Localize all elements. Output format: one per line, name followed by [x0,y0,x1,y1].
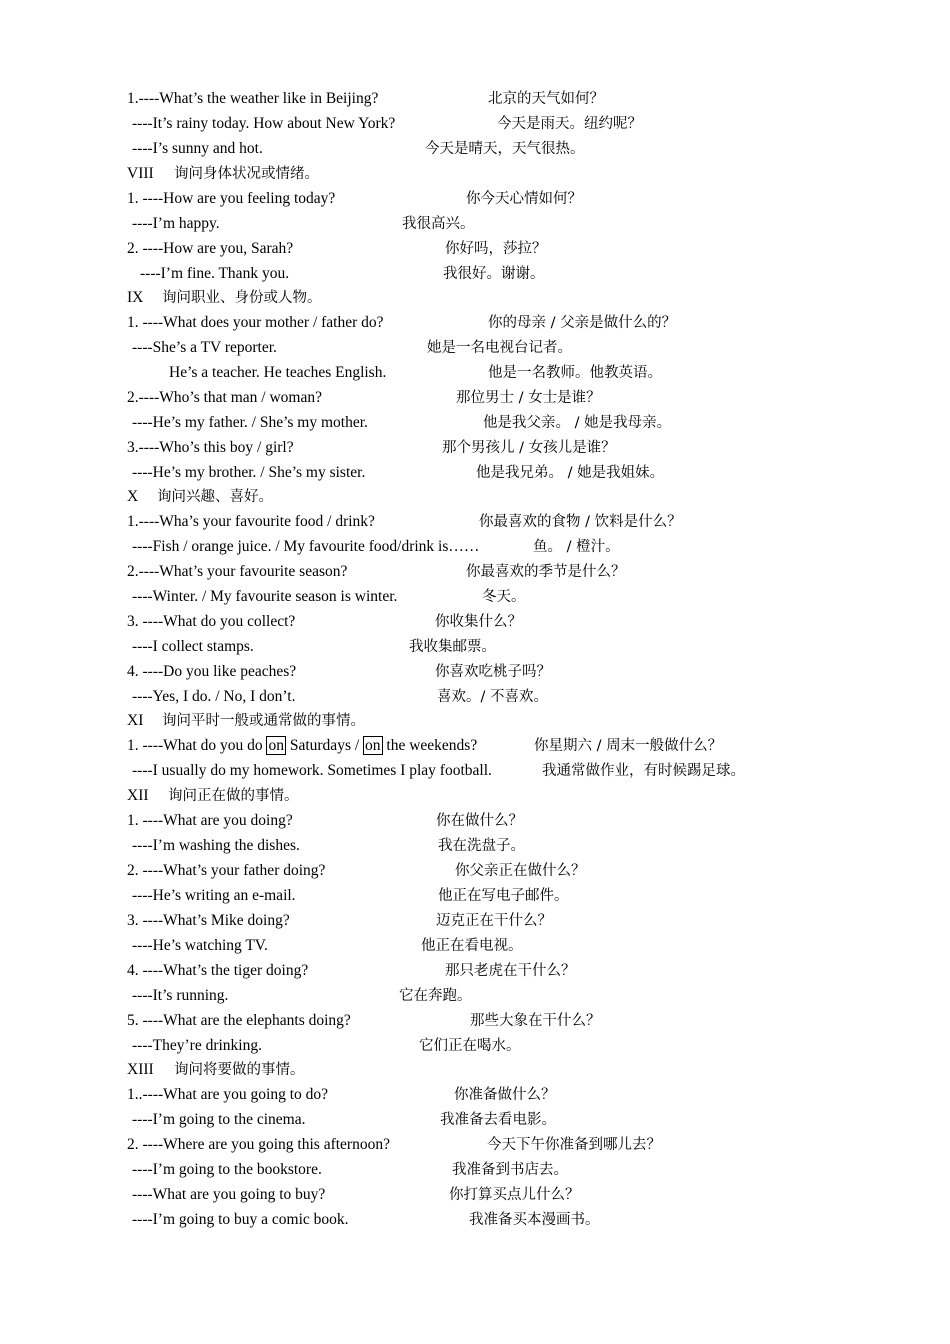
dialogue-line [0,637,950,662]
section-number: IX [127,289,144,306]
dialogue-line [0,911,950,936]
english-text: ----What are you going to buy? [132,1186,326,1203]
english-text: 1. ----What are you doing? [127,812,293,829]
dialogue-line [0,1085,950,1110]
english-text: ----I’m going to buy a comic book. [132,1211,349,1228]
english-text: ----I collect stamps. [132,638,254,655]
chinese-text: 他是我父亲。 / 她是我母亲。 [483,415,672,431]
english-text: 1. ----How are you feeling today? [127,190,336,207]
section-heading [0,711,950,736]
english-text: 1..----What are you going to do? [127,1086,329,1103]
chinese-text: 鱼。 / 橙汁。 [533,539,620,555]
chinese-text: 你收集什么？ [435,614,522,630]
section-title: 询问身体状况或情绪。 [174,166,319,182]
dialogue-line [0,338,950,363]
english-text: 2.----Who’s that man / woman? [127,389,322,406]
dialogue-line [0,662,950,687]
english-text: ----I usually do my homework. Sometimes I play football. [132,762,492,779]
dialogue-line [0,214,950,239]
chinese-text: 它在奔跑。 [399,988,472,1004]
english-text: ----He’s my brother. / She’s my sister. [132,464,366,481]
english-text: 3. ----What do you collect? [127,613,296,630]
section-title: 询问职业、身份或人物。 [162,290,322,306]
chinese-text: 他正在看电视。 [421,938,523,954]
dialogue-line [0,761,950,786]
section-number: XII [127,787,149,804]
dialogue-line [0,612,950,637]
english-text: 2. ----Where are you going this afternoon? [127,1136,390,1153]
section-title: 询问兴趣、喜好。 [157,489,273,505]
english-text [127,736,477,756]
section-title: 询问将要做的事情。 [174,1062,305,1078]
dialogue-line [0,1011,950,1036]
english-text: ----I’m washing the dishes. [132,837,300,854]
chinese-text: 我在洗盘子。 [438,838,525,854]
english-text: ----It’s rainy today. How about New York? [132,115,396,132]
english-text: ----I’s sunny and hot. [132,140,263,157]
english-text: 2. ----What’s your father doing? [127,862,326,879]
english-text: 1.----What’s the weather like in Beijing? [127,90,379,107]
english-text: 2. ----How are you, Sarah? [127,240,294,257]
chinese-text: 他是一名教师。他教英语。 [488,365,662,381]
dialogue-line [0,861,950,886]
chinese-text: 我收集邮票。 [409,639,496,655]
dialogue-line [0,139,950,164]
dialogue-line [0,114,950,139]
dialogue-line [0,388,950,413]
chinese-text: 你今天心情如何？ [466,191,582,207]
dialogue-line [0,537,950,562]
english-text: ----It’s running. [132,987,229,1004]
chinese-text: 你准备做什么？ [454,1087,556,1103]
chinese-text: 我准备去看电影。 [440,1112,556,1128]
chinese-text: 你父亲正在做什么？ [455,863,586,879]
dialogue-line [0,736,950,761]
dialogue-line [0,363,950,388]
chinese-text: 北京的天气如何？ [488,91,604,107]
english-text: ----Winter. / My favourite season is winter. [132,588,398,605]
chinese-text: 那个男孩儿 / 女孩儿是谁？ [442,440,616,456]
dialogue-line [0,239,950,264]
dialogue-line [0,587,950,612]
dialogue-line [0,1160,950,1185]
chinese-text: 你最喜欢的食物 / 饮料是什么？ [479,514,682,530]
section-title: 询问正在做的事情。 [168,788,299,804]
chinese-text: 你的母亲 / 父亲是做什么的？ [488,315,677,331]
dialogue-line [0,512,950,537]
dialogue-line [0,413,950,438]
english-text: ----I’m going to the bookstore. [132,1161,322,1178]
chinese-text: 迈克正在干什么？ [436,913,552,929]
chinese-text: 你喜欢吃桃子吗？ [435,664,551,680]
section-heading [0,288,950,313]
section-heading [0,164,950,189]
chinese-text: 她是一名电视台记者。 [427,340,572,356]
chinese-text: 你好吗，莎拉？ [445,241,547,257]
dialogue-line [0,463,950,488]
dialogue-line [0,961,950,986]
chinese-text: 今天是晴天，天气很热。 [425,141,585,157]
english-text: ----Fish / orange juice. / My favourite food/drink is…… [132,538,480,555]
english-text: ----He’s watching TV. [132,937,268,954]
dialogue-line [0,1135,950,1160]
section-heading [0,786,950,811]
dialogue-line [0,1185,950,1210]
question-part: 1. ----What do you do [127,737,267,754]
chinese-text: 你在做什么？ [436,813,523,829]
english-text: 3.----Who’s this boy / girl? [127,439,294,456]
dialogue-line [0,438,950,463]
chinese-text: 今天是雨天。纽约呢？ [497,116,642,132]
chinese-text: 我很好。谢谢。 [443,266,545,282]
english-text: ----He’s my father. / She’s my mother. [132,414,368,431]
section-number: X [127,488,139,505]
dialogue-line [0,313,950,338]
section-heading [0,487,950,512]
english-text: ----I’m going to the cinema. [132,1111,306,1128]
chinese-text: 那只老虎在干什么？ [445,963,576,979]
section-number: VIII [127,165,154,182]
chinese-text: 他正在写电子邮件。 [438,888,569,904]
chinese-text: 那些大象在干什么？ [470,1013,601,1029]
chinese-text: 我很高兴。 [402,216,475,232]
dialogue-line [0,811,950,836]
english-text: ----She’s a TV reporter. [132,339,277,356]
english-text: 1.----Wha’s your favourite food / drink? [127,513,375,530]
english-text: 2.----What’s your favourite season? [127,563,348,580]
dialogue-line [0,1036,950,1061]
english-text: He’s a teacher. He teaches English. [169,364,387,381]
section-title: 询问平时一般或通常做的事情。 [162,713,365,729]
dialogue-line [0,189,950,214]
chinese-text: 我通常做作业，有时候踢足球。 [542,763,745,779]
english-text: 3. ----What’s Mike doing? [127,912,290,929]
english-text: ----He’s writing an e-mail. [132,887,296,904]
dialogue-line [0,264,950,289]
chinese-text: 它们正在喝水。 [419,1038,521,1054]
chinese-text: 你星期六 / 周末一般做什么？ [534,738,723,754]
chinese-text: 我准备买本漫画书。 [469,1212,600,1228]
dialogue-line [0,562,950,587]
chinese-text: 你打算买点儿什么？ [449,1187,580,1203]
english-text: 4. ----Do you like peaches? [127,663,297,680]
english-text: 5. ----What are the elephants doing? [127,1012,351,1029]
dialogue-line [0,836,950,861]
boxed-word: on [365,737,381,754]
dialogue-line [0,1210,950,1235]
english-text: 4. ----What’s the tiger doing? [127,962,309,979]
question-part: the weekends? [382,737,478,754]
english-text: 1. ----What does your mother / father do? [127,314,384,331]
chinese-text: 今天下午你准备到哪儿去？ [487,1137,661,1153]
english-text: ----Yes, I do. / No, I don’t. [132,688,296,705]
english-text: ----They’re drinking. [132,1037,262,1054]
chinese-text: 你最喜欢的季节是什么？ [466,564,626,580]
dialogue-line [0,936,950,961]
chinese-text: 他是我兄弟。 / 她是我姐妹。 [476,465,665,481]
dialogue-line [0,89,950,114]
dialogue-line [0,986,950,1011]
chinese-text: 冬天。 [482,589,526,605]
dialogue-line [0,1110,950,1135]
english-text: ----I’m happy. [132,215,220,232]
section-number: XIII [127,1061,154,1078]
question-part: Saturdays / [285,737,364,754]
dialogue-line [0,886,950,911]
chinese-text: 那位男士 / 女士是谁？ [456,390,601,406]
dialogue-line [0,687,950,712]
section-heading [0,1060,950,1085]
chinese-text: 我准备到书店去。 [452,1162,568,1178]
boxed-word: on [268,737,284,754]
section-number: XI [127,712,144,729]
chinese-text: 喜欢。/ 不喜欢。 [437,689,548,705]
english-text: ----I’m fine. Thank you. [140,265,290,282]
